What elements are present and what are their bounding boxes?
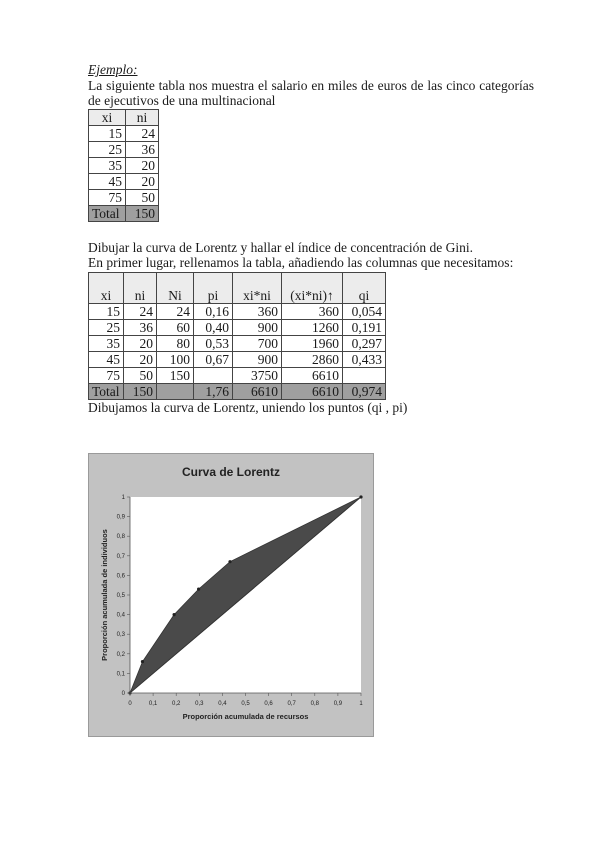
table-cell: 20 xyxy=(124,352,157,368)
table-cell: 35 xyxy=(89,158,126,174)
table-cell: 900 xyxy=(233,352,282,368)
table-cell: 360 xyxy=(233,304,282,320)
table-cell: 0,974 xyxy=(343,384,386,400)
y-tick-label: 0,3 xyxy=(116,632,125,639)
table-cell: 15 xyxy=(89,126,126,142)
intro-paragraph: La siguiente tabla nos muestra el salario en miles de euros de las cinco categorías de ejecutivos de una multinacional xyxy=(88,78,534,108)
table-header-row xyxy=(89,273,386,304)
table-cell: 45 xyxy=(89,352,124,368)
table-cell: 24 xyxy=(126,126,159,142)
table-cell: 6610 xyxy=(233,384,282,400)
table-cell: 80 xyxy=(157,336,194,352)
table-cell xyxy=(343,368,386,384)
table-cell: 0,054 xyxy=(343,304,386,320)
spacer xyxy=(88,222,534,240)
x-tick-label: 0,8 xyxy=(310,701,319,707)
data-point xyxy=(359,495,362,498)
y-tick-label: 0,7 xyxy=(116,553,125,560)
table-cell: 2860 xyxy=(282,352,343,368)
col-header: Ni xyxy=(157,273,194,304)
table-cell: 6610 xyxy=(282,368,343,384)
table-cell: 1,76 xyxy=(194,384,233,400)
table-cell: 45 xyxy=(89,174,126,190)
col-header: ni xyxy=(124,273,157,304)
table-cell: 50 xyxy=(124,368,157,384)
table-cell xyxy=(157,384,194,400)
table-cell: 75 xyxy=(89,190,126,206)
table-total-row xyxy=(89,384,386,400)
y-tick-label: 0,6 xyxy=(116,573,125,580)
x-tick-label: 0,7 xyxy=(287,701,296,707)
table-cell: 0,67 xyxy=(194,352,233,368)
lorentz-chart xyxy=(88,453,374,737)
table-cell: 60 xyxy=(157,320,194,336)
y-tick-label: 0,8 xyxy=(116,534,125,541)
table-cell: 0,40 xyxy=(194,320,233,336)
x-tick-label: 0,2 xyxy=(172,701,181,707)
table-cell: 24 xyxy=(124,304,157,320)
salary-table xyxy=(88,109,159,222)
table-row xyxy=(89,320,386,336)
table-row xyxy=(89,142,159,158)
table-cell: 25 xyxy=(89,320,124,336)
table-row xyxy=(89,158,159,174)
y-axis-label: Proporción acumulada de individuos xyxy=(100,529,109,661)
table-cell: Total xyxy=(89,206,126,222)
lorentz-table xyxy=(88,272,386,400)
table-cell: 700 xyxy=(233,336,282,352)
y-tick-label: 0,4 xyxy=(116,612,125,619)
table-cell: 0,16 xyxy=(194,304,233,320)
example-heading: Ejemplo: xyxy=(88,62,138,77)
table-row xyxy=(89,190,159,206)
chart-title: Curva de Lorentz xyxy=(181,465,281,479)
table-row xyxy=(89,336,386,352)
col-header: xi xyxy=(89,110,126,126)
col-header: xi xyxy=(89,273,124,304)
col-header: (xi*ni)↑ xyxy=(282,273,343,304)
table-cell: 25 xyxy=(89,142,126,158)
table-cell xyxy=(194,368,233,384)
table-cell: 0,53 xyxy=(194,336,233,352)
table-cell: 50 xyxy=(126,190,159,206)
document-page xyxy=(88,62,534,415)
col-header: xi*ni xyxy=(233,273,282,304)
x-tick-label: 0,5 xyxy=(241,701,250,707)
table-cell: 0,433 xyxy=(343,352,386,368)
x-tick-label: 0,3 xyxy=(195,701,204,707)
table-cell: 1260 xyxy=(282,320,343,336)
table-total-row xyxy=(89,206,159,222)
table-cell: 35 xyxy=(89,336,124,352)
data-point xyxy=(197,588,200,591)
x-axis-label: Proporción acumulada de recursos xyxy=(182,712,309,721)
table-cell: 75 xyxy=(89,368,124,384)
data-point xyxy=(141,660,144,663)
col-header: qi xyxy=(343,273,386,304)
y-tick-label: 0,9 xyxy=(116,514,125,521)
table-header-row xyxy=(89,110,159,126)
table-cell: 100 xyxy=(157,352,194,368)
table-cell: 20 xyxy=(126,174,159,190)
x-tick-label: 0,6 xyxy=(264,701,273,707)
table-row xyxy=(89,174,159,190)
x-tick-label: 1 xyxy=(359,701,363,707)
table-cell: 15 xyxy=(89,304,124,320)
col-header: ni xyxy=(126,110,159,126)
y-tick-label: 0 xyxy=(121,691,125,697)
table-cell: 36 xyxy=(124,320,157,336)
table-cell: 0,297 xyxy=(343,336,386,352)
y-tick-label: 0,1 xyxy=(116,671,125,678)
y-tick-label: 0,2 xyxy=(116,651,125,658)
lorentz-chart-svg xyxy=(89,454,373,736)
data-point xyxy=(228,560,231,563)
y-tick-label: 0,5 xyxy=(116,593,125,599)
table-cell: 3750 xyxy=(233,368,282,384)
table-cell: Total xyxy=(89,384,124,400)
table-cell: 36 xyxy=(126,142,159,158)
y-tick-label: 1 xyxy=(121,495,125,501)
table-cell: 150 xyxy=(157,368,194,384)
x-tick-label: 0,1 xyxy=(148,701,158,707)
table-cell: 24 xyxy=(157,304,194,320)
table-cell: 20 xyxy=(126,158,159,174)
data-point xyxy=(173,613,176,616)
table-row xyxy=(89,368,386,384)
x-tick-label: 0 xyxy=(128,701,132,707)
table-cell: 150 xyxy=(124,384,157,400)
x-tick-label: 0,9 xyxy=(333,701,343,707)
table-cell: 900 xyxy=(233,320,282,336)
table-cell: 6610 xyxy=(282,384,343,400)
step-paragraph: En primer lugar, rellenamos la tabla, añadiendo las columnas que necesitamos: xyxy=(88,255,514,270)
table-cell: 150 xyxy=(126,206,159,222)
table-cell: 20 xyxy=(124,336,157,352)
draw-paragraph: Dibujamos la curva de Lorentz, uniendo los puntos (qi , pi) xyxy=(88,400,408,415)
x-tick-label: 0,4 xyxy=(218,701,227,707)
table-cell: 0,191 xyxy=(343,320,386,336)
table-cell: 360 xyxy=(282,304,343,320)
table-row xyxy=(89,352,386,368)
table-cell: 1960 xyxy=(282,336,343,352)
table-row xyxy=(89,126,159,142)
table-row xyxy=(89,304,386,320)
col-header: pi xyxy=(194,273,233,304)
task-paragraph: Dibujar la curva de Lorentz y hallar el índice de concentración de Gini. xyxy=(88,240,473,255)
